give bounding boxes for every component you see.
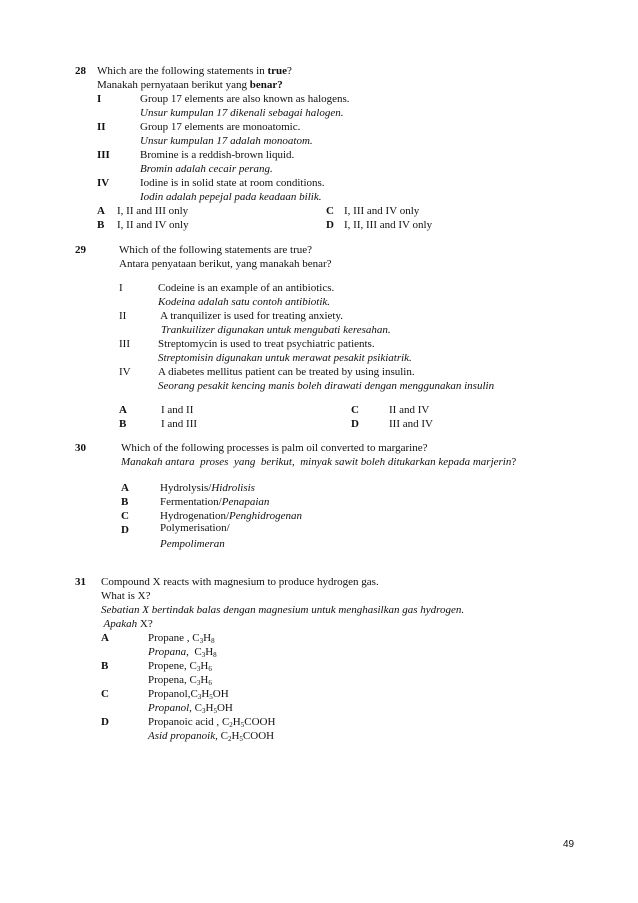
q28-statement-ms: Iodin adalah pepejal pada keadaan bilik. — [140, 191, 322, 203]
q31-option-text-ms[interactable]: Propana, $C_3H_8$ — [148, 646, 217, 659]
q28-statement-roman: III — [97, 149, 110, 161]
q28-option-letter[interactable]: C — [326, 205, 334, 217]
q29-option-text[interactable]: II and IV — [389, 404, 430, 416]
q28-statement-roman: IV — [97, 177, 110, 189]
q31-option-text[interactable]: Propanoic acid , $C_2H_5COOH$ — [148, 716, 276, 729]
q30-option-text-ms[interactable]: Pempolimeran — [160, 538, 225, 550]
q29-statement-roman: IV — [119, 366, 131, 378]
q28-statement-en: Group 17 elements are also known as halogens. — [140, 93, 350, 105]
question-28-stem-ms: Manakah pernyataan berikut yang benar? — [97, 79, 283, 91]
q30-option-letter[interactable]: A — [121, 482, 129, 494]
q29-option-text[interactable]: III and IV — [389, 418, 433, 430]
q28-option-text[interactable]: I, III and IV only — [344, 205, 420, 217]
q31-option-text[interactable]: Propane , $C_3H_8$ — [148, 632, 215, 645]
q31-option-letter[interactable]: C — [101, 688, 109, 700]
q29-statement-roman: I — [119, 282, 123, 294]
question-30-number: 30 — [75, 442, 86, 454]
question-31-number: 31 — [75, 576, 86, 588]
q29-statement-en: A tranquilizer is used for treating anxiety. — [158, 310, 344, 322]
q31-option-letter[interactable]: A — [101, 632, 109, 644]
q31-option-letter[interactable]: D — [101, 716, 109, 728]
q30-option-text[interactable]: Fermentation/Penapaian — [160, 496, 270, 508]
question-31-stem-ms-2: Apakah X? — [101, 618, 153, 630]
q30-option-letter[interactable]: C — [121, 510, 129, 522]
q28-statement-roman: II — [97, 121, 106, 133]
q29-statement-ms: Streptomisin digunakan untuk merawat pesakit psikiatrik. — [158, 352, 412, 364]
q31-option-text-ms[interactable]: Asid propanoik, $C_2H_5COOH$ — [148, 730, 275, 743]
page-number: 49 — [563, 839, 575, 850]
q30-option-text[interactable]: Polymerisation/ — [160, 522, 230, 534]
question-29-number: 29 — [75, 244, 86, 256]
q28-option-letter[interactable]: B — [97, 219, 105, 231]
q29-option-letter[interactable]: B — [119, 418, 127, 430]
q31-option-text[interactable]: $Propanol,C_3H_5OH$ — [148, 688, 229, 701]
q29-statement-roman: III — [119, 338, 130, 350]
q30-option-letter[interactable]: B — [121, 496, 129, 508]
question-29-stem-en: Which of the following statements are true? — [119, 244, 313, 256]
q29-statement-en: Codeine is an example of an antibiotics. — [158, 282, 335, 294]
q28-statement-ms: Bromin adalah cecair perang. — [140, 163, 273, 175]
question-31-stem-en: Compound X reacts with magnesium to produce hydrogen gas. — [101, 576, 379, 588]
q29-option-letter[interactable]: A — [119, 404, 127, 416]
question-30-stem-en: Which of the following processes is palm oil converted to margarine? — [121, 442, 428, 454]
q29-option-text[interactable]: I and III — [161, 418, 198, 430]
q29-statement-en: Streptomycin is used to treat psychiatric patients. — [158, 338, 375, 350]
q28-statement-roman: I — [97, 93, 102, 105]
q28-statement-en: Bromine is a reddish-brown liquid. — [140, 149, 295, 161]
question-29-stem-ms: Antara penyataan berikut, yang manakah benar? — [119, 258, 332, 270]
q31-option-text[interactable]: Propene, $C_3H_6$ — [148, 660, 212, 673]
q29-statement-ms: Trankuilizer digunakan untuk mengubati keresahan. — [161, 324, 391, 336]
q28-option-letter[interactable]: A — [97, 205, 105, 217]
q31-option-letter[interactable]: B — [101, 660, 109, 672]
question-31-stem-en-2: What is X? — [101, 590, 151, 602]
q29-statement-ms: Seorang pesakit kencing manis boleh dirawati dengan menggunakan insulin — [158, 380, 495, 392]
q31-option-text-ms[interactable]: Propena, $C_3H_6$ — [148, 674, 212, 687]
question-28-number: 28 — [75, 65, 86, 77]
q29-statement-ms: Kodeina adalah satu contoh antibiotik. — [158, 296, 331, 308]
q28-statement-en: Iodine is in solid state at room conditions. — [140, 177, 325, 189]
q30-option-letter[interactable]: D — [121, 524, 129, 536]
q29-statement-en: A diabetes mellitus patient can be treated by using insulin. — [158, 366, 415, 378]
q29-option-text[interactable]: I and II — [161, 404, 194, 416]
q31-option-text-ms[interactable]: Propanol, $C_3H_5OH$ — [148, 702, 233, 715]
q28-option-text[interactable]: I, II, III and IV only — [344, 219, 433, 231]
q28-option-text[interactable]: I, II and IV only — [117, 219, 189, 231]
q29-statement-roman: II — [119, 310, 127, 322]
q29-option-letter[interactable]: C — [351, 404, 359, 416]
q30-option-text[interactable]: Hydrogenation/Penghidrogenan — [160, 510, 302, 522]
q28-option-letter[interactable]: D — [326, 219, 334, 231]
q29-option-letter[interactable]: D — [351, 418, 359, 430]
q30-option-text[interactable]: Hydrolysis/Hidrolisis — [160, 482, 255, 494]
q28-option-text[interactable]: I, II and III only — [117, 205, 189, 217]
q28-statement-en: Group 17 elements are monoatomic. — [140, 121, 301, 133]
question-31-stem-ms: Sebatian X bertindak balas dengan magnesium untuk menghasilkan gas hydrogen. — [101, 604, 465, 616]
question-28-stem-en: Which are the following statements in true? — [97, 65, 292, 77]
q28-statement-ms: Unsur kumpulan 17 adalah monoatom. — [140, 135, 313, 147]
question-30-stem-ms: Manakah antara proses yang berikut, minyak sawit boleh ditukarkan kepada marjerin? — [121, 456, 517, 468]
q28-statement-ms: Unsur kumpulan 17 dikenali sebagai halogen. — [140, 107, 344, 119]
